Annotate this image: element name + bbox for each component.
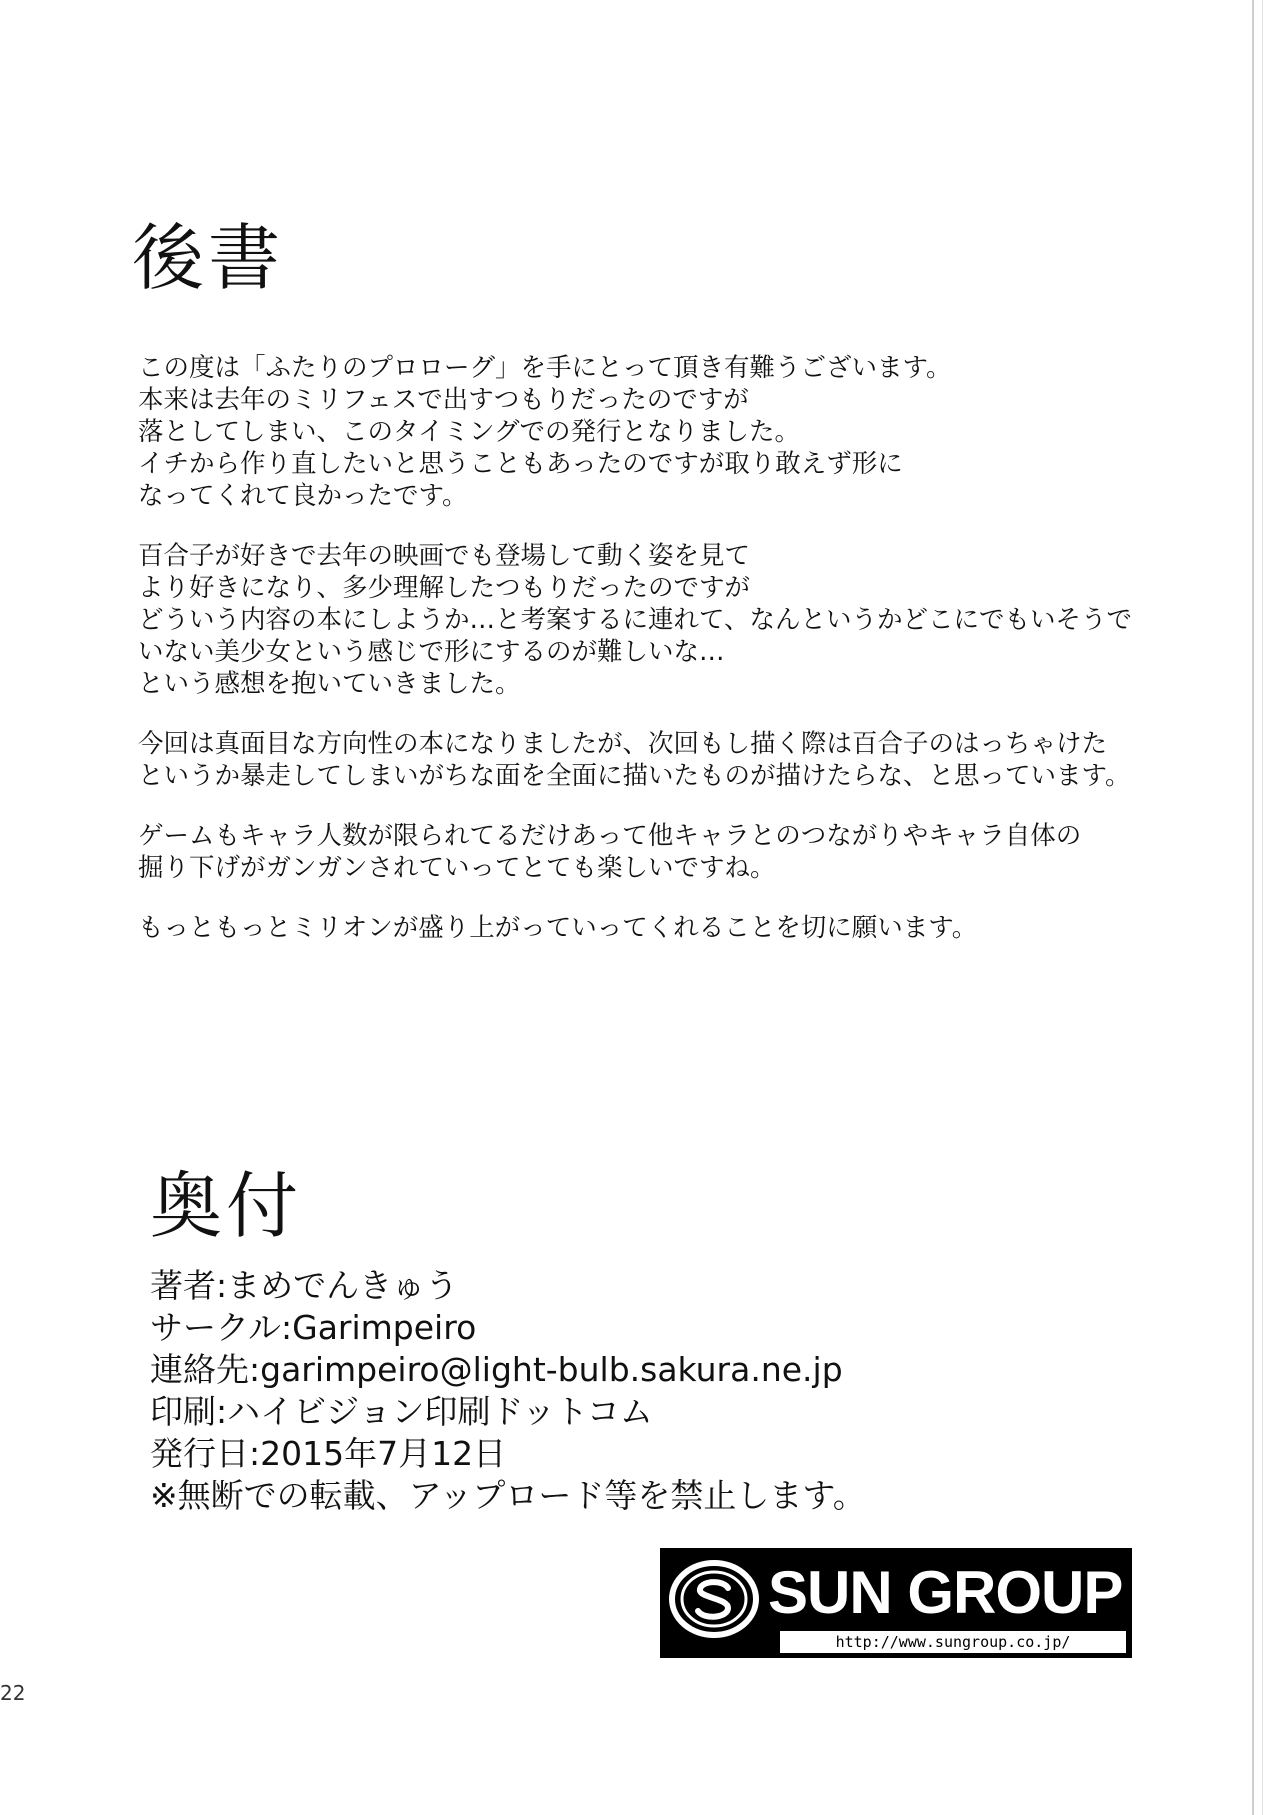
colophon-publish-date: 発行日:2015年7月12日 xyxy=(150,1434,507,1473)
afterword-line: ゲームもキャラ人数が限られてるだけあって他キャラとのつながりやキャラ自体の xyxy=(138,821,1082,851)
colophon-notice: ※無断での転載、アップロード等を禁止します。 xyxy=(150,1476,866,1515)
sun-group-emblem-icon xyxy=(668,1558,760,1640)
afterword-paragraph-4 xyxy=(138,820,1138,884)
colophon-heading: 奥付 xyxy=(150,1164,303,1248)
binding-edge-line xyxy=(1252,0,1254,1815)
afterword-line: なってくれて良かったです。 xyxy=(138,481,468,511)
sun-group-logo-text: SUN GROUP xyxy=(768,1559,1123,1626)
afterword-paragraph-3 xyxy=(138,728,1138,792)
afterword-line: 今回は真面目な方向性の本になりましたが、次回もし描く際は百合子のはっちゃけた xyxy=(138,729,1108,759)
afterword-line: より好きになり、多少理解したつもりだったのですが xyxy=(138,573,751,603)
afterword-heading: 後書 xyxy=(132,216,285,300)
colophon-printer: 印刷:ハイビジョン印刷ドットコム xyxy=(150,1392,653,1431)
afterword-paragraph-2 xyxy=(138,540,1138,700)
colophon-contact: 連絡先:garimpeiro@light-bulb.sakura.ne.jp xyxy=(150,1350,843,1389)
afterword-line: この度は「ふたりのプロローグ」を手にとって頂き有難うございます。 xyxy=(138,353,952,383)
sun-group-url: http://www.sungroup.co.jp/ xyxy=(780,1631,1126,1653)
sun-group-logo xyxy=(660,1548,1132,1658)
colophon-author: 著者:まめでんきゅう xyxy=(150,1266,459,1305)
binding-edge-line-inner xyxy=(1262,0,1263,1815)
afterword-line: というか暴走してしまいがちな面を全面に描いたものが描けたらな、と思っています。 xyxy=(138,761,1131,791)
afterword-line: 本来は去年のミリフェスで出すつもりだったのですが xyxy=(138,385,749,415)
afterword-line: 掘り下げがガンガンされていってとても楽しいですね。 xyxy=(138,853,776,883)
afterword-paragraph-1 xyxy=(138,352,1138,512)
page-number: 22 xyxy=(0,1681,26,1705)
afterword-paragraph-5 xyxy=(138,912,1138,944)
afterword-line: 百合子が好きで去年の映画でも登場して動く姿を見て xyxy=(138,541,751,571)
afterword-line: どういう内容の本にしようか…と考案するに連れて、なんというかどこにでもいそうで xyxy=(138,605,1132,635)
afterword-body xyxy=(138,352,1138,972)
afterword-line: 落としてしまい、このタイミングでの発行となりました。 xyxy=(138,417,800,447)
afterword-line: いない美少女という感じで形にするのが難しいな… xyxy=(138,637,725,667)
afterword-line: イチから作り直したいと思うこともあったのですが取り敢えず形に xyxy=(138,449,903,479)
afterword-line: もっともっとミリオンが盛り上がっていってくれることを切に願います。 xyxy=(138,913,978,943)
afterword-line: という感想を抱いていきました。 xyxy=(138,669,521,699)
colophon-circle: サークル:Garimpeiro xyxy=(150,1308,477,1347)
colophon-details xyxy=(150,1265,1050,1517)
